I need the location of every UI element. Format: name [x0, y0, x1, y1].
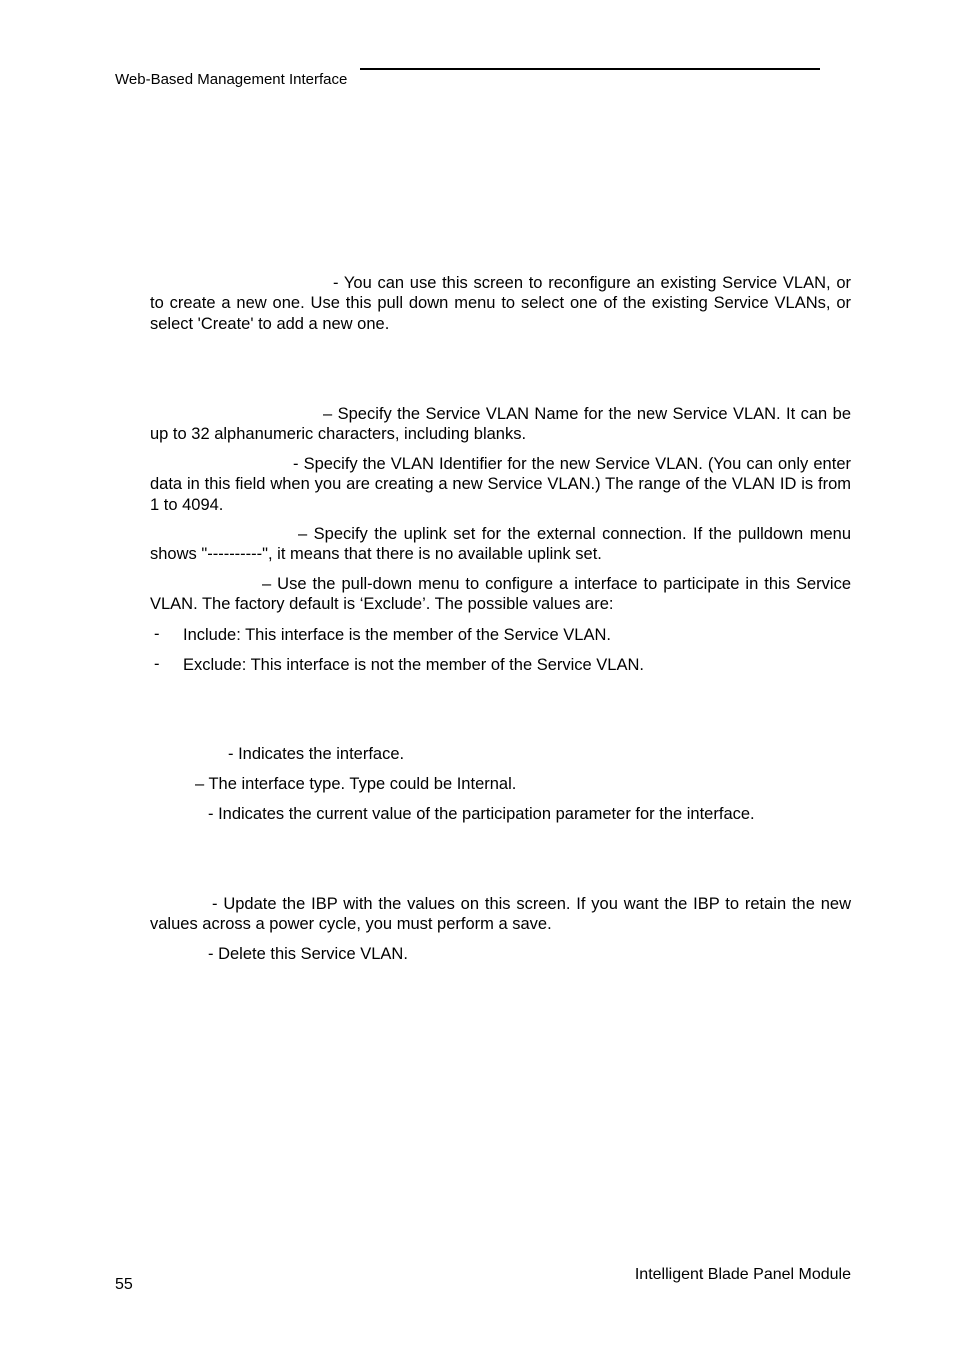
submit-paragraph — [150, 894, 851, 935]
bullet-dash: - — [154, 655, 160, 673]
page-number: 55 — [115, 1276, 133, 1293]
vlan-id-paragraph — [150, 454, 851, 515]
interface-description: - Indicates the interface. — [228, 745, 405, 763]
submit-text: - Update the IBP with the values on this screen. If you want the IBP to retain the new values across a power cycle, you must perform a save. — [150, 895, 851, 934]
participation-paragraph — [150, 574, 851, 615]
delete-description: - Delete this Service VLAN. — [208, 945, 408, 963]
service-vlan-paragraph — [150, 273, 851, 334]
bullet-exclude: Exclude: This interface is not the member of the Service VLAN. — [183, 656, 644, 674]
service-vlan-text: - You can use this screen to reconfigure an existing Service VLAN, or to create a new one. Use this pull down menu to select one of the existing Service VLANs, or select 'Create' to add a new one. — [150, 274, 851, 333]
vlan-id-text: - Specify the VLAN Identifier for the new Service VLAN. (You can only enter data in this field when you are creating a new Service VLAN.) The range of the VLAN ID is from 1 to 4094. — [150, 455, 851, 514]
bullet-dash: - — [154, 625, 160, 643]
footer-product-name: Intelligent Blade Panel Module — [634, 1266, 851, 1283]
uplink-paragraph — [150, 524, 851, 565]
page-header-title: Web-Based Management Interface — [115, 71, 348, 88]
bullet-include: Include: This interface is the member of the Service VLAN. — [183, 626, 611, 644]
participation-text: – Use the pull-down menu to configure a interface to participate in this Service VLAN. The factory default is ‘Exclude’. The possible values are: — [150, 575, 851, 614]
name-paragraph — [150, 404, 851, 445]
current-description: - Indicates the current value of the participation parameter for the interface. — [208, 805, 755, 823]
uplink-text: – Specify the uplink set for the external connection. If the pulldown menu shows "----------", it means that there is no available uplink set. — [150, 525, 851, 564]
header-rule — [360, 68, 820, 70]
name-text: – Specify the Service VLAN Name for the new Service VLAN. It can be up to 32 alphanumeric characters, including blanks. — [150, 405, 851, 444]
type-description: – The interface type. Type could be Internal. — [195, 775, 517, 793]
